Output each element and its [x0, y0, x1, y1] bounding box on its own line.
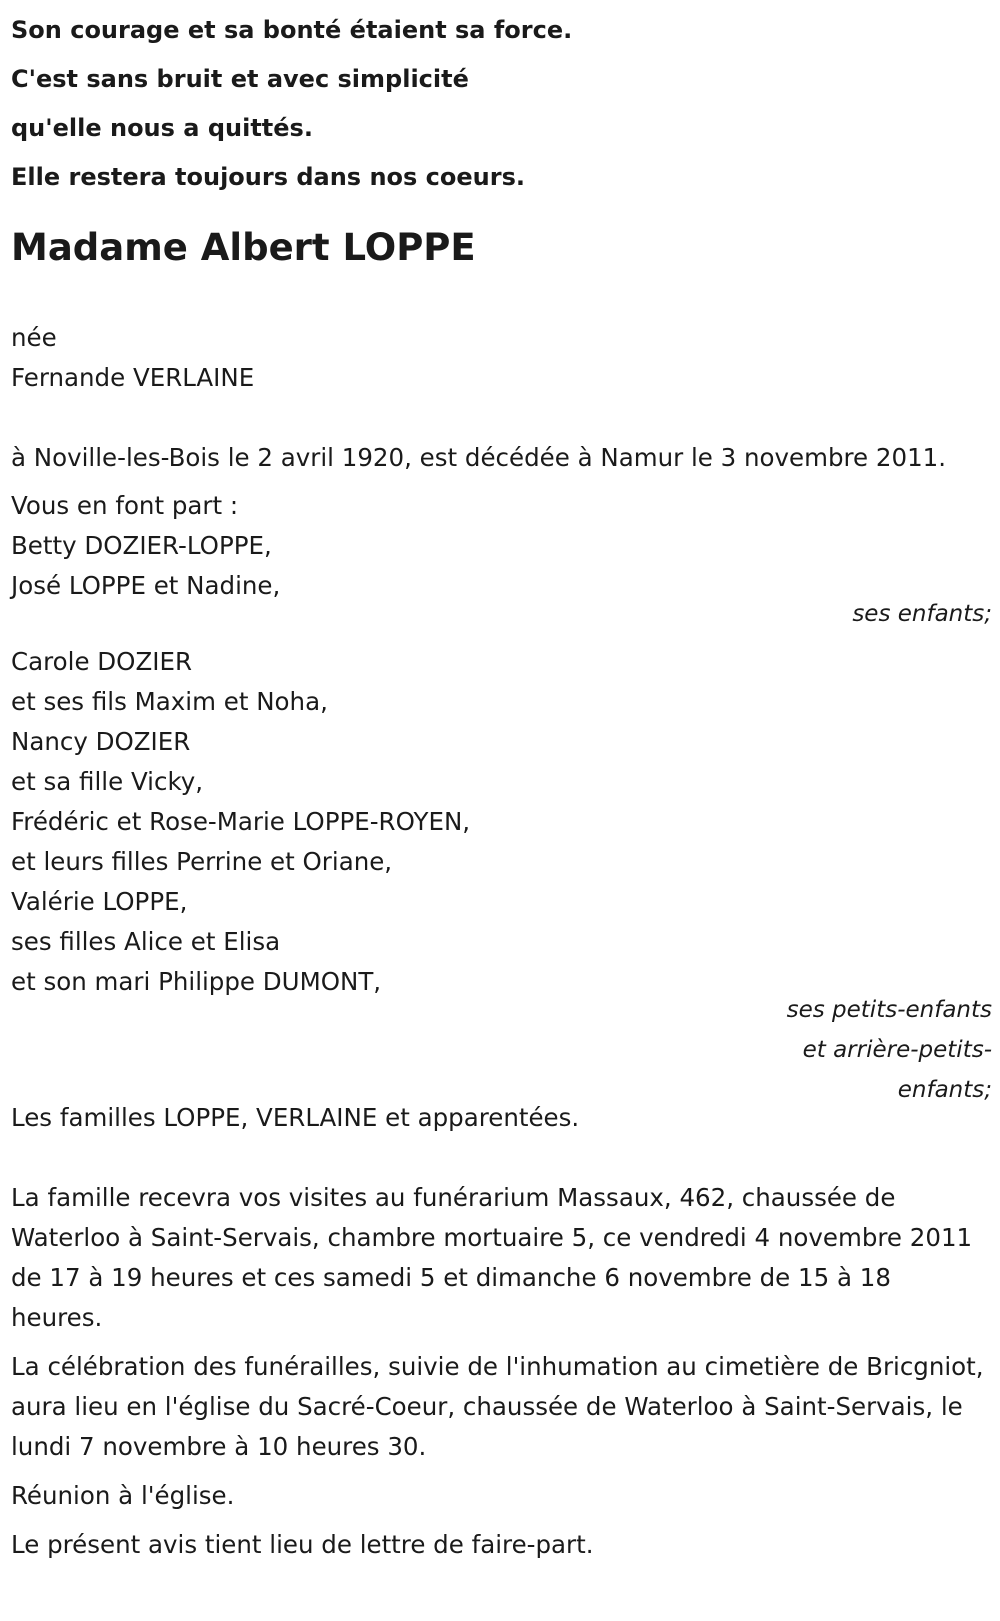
grandchild-entry: Nancy DOZIER	[11, 727, 191, 756]
deceased-name: Madame Albert LOPPE	[11, 226, 476, 269]
quote-line: Elle restera toujours dans nos coeurs.	[11, 163, 525, 191]
quote-line: Son courage et sa bonté étaient sa force.	[11, 16, 573, 44]
nee-label: née	[11, 323, 57, 352]
funeral-info: La célébration des funérailles, suivie de l'inhumation au cimetière de Bricgniot, aura lieu en l'église du Sacré-Coeur, chaussée de Waterloo à Saint-Servais, le lundi 7 novembre à 10 heures 30.	[11, 1352, 984, 1461]
announcers-block	[11, 486, 990, 606]
grandchild-entry: Frédéric et Rose-Marie LOPPE-ROYEN,	[11, 807, 471, 836]
grandchild-entry: Valérie LOPPE,	[11, 887, 188, 916]
grandchild-entry: et ses fils Maxim et Noha,	[11, 687, 328, 716]
grandchild-entry: Carole DOZIER	[11, 647, 192, 676]
families-line: Les familles LOPPE, VERLAINE et apparentées.	[11, 1103, 580, 1132]
maiden-name: Fernande VERLAINE	[11, 363, 255, 392]
grandchildren-list	[11, 642, 990, 1002]
birth-death-statement: à Noville-les-Bois le 2 avril 1920, est décédée à Namur le 3 novembre 2011.	[11, 443, 947, 472]
child-entry: Betty DOZIER-LOPPE,	[11, 531, 272, 560]
child-entry: José LOPPE et Nadine,	[11, 571, 281, 600]
memorial-quote	[11, 0, 990, 202]
visits-info: La famille recevra vos visites au funérarium Massaux, 462, chaussée de Waterloo à Saint-Servais, chambre mortuaire 5, ce vendredi 4 novembre 2011 de 17 à 19 heures et ces samedi 5 et dimanche 6 novembre de 15 à 18 heures.	[11, 1183, 973, 1332]
announcers-intro: Vous en font part :	[11, 491, 239, 520]
notice-statement: Le présent avis tient lieu de lettre de faire-part.	[11, 1530, 594, 1559]
quote-line: C'est sans bruit et avec simplicité	[11, 65, 469, 93]
grandchild-entry: et son mari Philippe DUMONT,	[11, 967, 382, 996]
children-role: ses enfants;	[852, 601, 992, 627]
quote-line: qu'elle nous a quittés.	[11, 114, 313, 142]
grandchild-entry: et leurs filles Perrine et Oriane,	[11, 847, 393, 876]
reunion-info: Réunion à l'église.	[11, 1481, 235, 1510]
grandchild-entry: ses filles Alice et Elisa	[11, 927, 281, 956]
maiden-name-block	[11, 318, 990, 398]
grandchild-entry: et sa fille Vicky,	[11, 767, 204, 796]
grandchildren-role: ses petits-enfants et arrière-petits-enfants;	[786, 997, 992, 1103]
